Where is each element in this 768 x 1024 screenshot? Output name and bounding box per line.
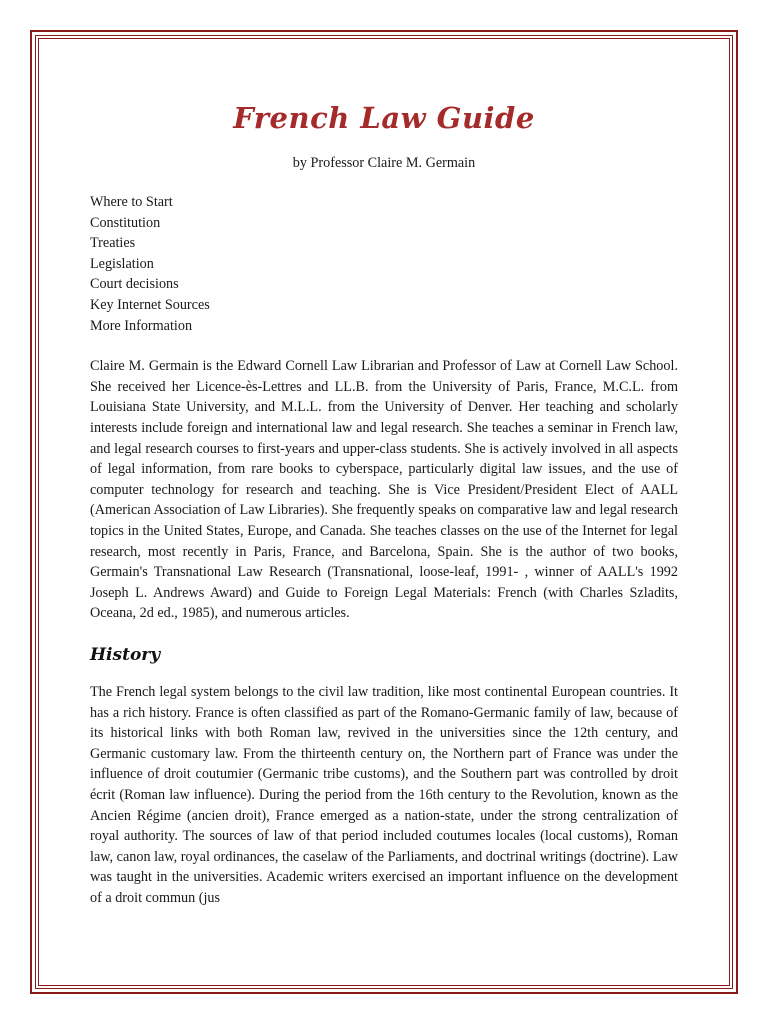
toc-link-court-decisions[interactable]: Court decisions — [90, 276, 179, 293]
toc-link-where-to-start[interactable]: Where to Start — [90, 194, 173, 210]
history-heading: History — [90, 644, 161, 665]
document-body — [90, 96, 678, 923]
author-byline: by Professor Claire M. Germain — [292, 155, 476, 171]
toc-link-key-internet-sources[interactable]: Key Internet Sources — [90, 296, 210, 313]
toc-link-more-information[interactable]: More Information — [90, 317, 193, 334]
toc-link-treaties[interactable]: Treaties — [90, 235, 136, 252]
toc-link-constitution[interactable]: Constitution — [90, 214, 161, 231]
history-paragraph: The French legal system belongs to the civil law tradition, like most continental European countries. It has a rich history. France is often classified as part of the Romano-Germanic family of law, because of its historical links with both Roman law, revived in the universities since the 12th century, and Germanic customary law. From the thirteenth century on, the Northern part of France was under the influence of droit coutumier (Germanic tribe customs), and the Southern part was controlled by droit écrit (Roman law influence). During the period from the 16th century to the Revolution, known as the Ancien Régime (ancien droit), France emerged as a nation-state, under the strong centralization of royal authority. The sources of law of that period included coutumes locales (local customs), Roman law, canon law, royal ordinances, the caselaw of the Parliaments, and doctrinal writings (doctrine). Law was taught in the universities. Academic writers exercised an important influence on the development of a droit commun (jus — [90, 683, 678, 906]
page-title: French Law Guide — [233, 101, 535, 135]
toc-link-legislation[interactable]: Legislation — [90, 255, 154, 272]
author-bio-paragraph: Claire M. Germain is the Edward Cornell Law Librarian and Professor of Law at Cornell Law School. She received her Licence-ès-Lettres and LL.B. from the University of Paris, France, M.C.L. from Louisiana State University, and M.L.L. from the University of Denver. Her teaching and scholarly interests include foreign and international law and legal research. She teaches a seminar in French law, and legal research courses to first-years and upper-class students. She is actively involved in all aspects of legal information, from rare books to cyberspace, particularly digital law issues, and the use of computer technology for research and teaching. She is Vice President/President Elect of AALL (American Association of Law Libraries). She frequently speaks on comparative law and legal research topics in the United States, Europe, and Canada. She teaches classes on the use of the Internet for legal research, most recently in Paris, France, and Barcelona, Spain. She is the author of two books, Germain's Transnational Law Research (Transnational, loose-leaf, 1991- , winner of AALL's 1992 Joseph L. Andrews Award) and Guide to Foreign Legal Materials: French (with Charles Szladits, Oceana, 2d ed., 1985), and numerous articles. — [90, 358, 678, 622]
table-of-contents — [90, 192, 678, 336]
